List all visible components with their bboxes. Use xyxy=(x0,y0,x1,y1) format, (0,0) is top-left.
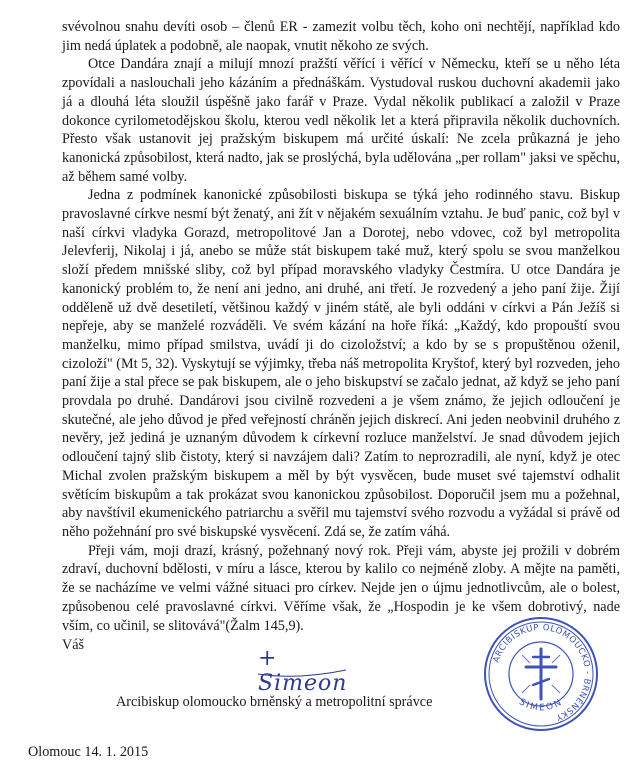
paragraph-canonical-conditions: Jedna z podmínek kanonické způsobilosti biskupa se týká jeho rodinného stavu. Biskup pravoslavné církve nesmí být ženatý, ani žít v nějakém sexuálním vztahu. Je buď panic, což byl v naší církvi vladyka Gorazd, metropolitové Jan a Dorotej, nebo vdovec, což byl metropolita Jelevferij, Nikolaj i já, anebo se může stát biskupem také muž, který spolu se svou manželkou složí předem mnišské sliby, což byl případ moravského vladyky Čestmíra. U otce Dandára je kanonický problém to, že není ani jedno, ani druhé, ani třetí. Je rozvedený a jeho paní žije. Žijí odděleně už dvě desetiletí, většinou každý v jiném státě, ale byli oddáni v církvi a Pán Ježíš si nepřeje, aby se manželé rozváděli. Ve svém kázání na hoře říká: „Každý, kdo propouští svou manželku, mimo případ smilstva, uvádí ji do cizoložství; a kdo by se s propuštěnou oženil, cizoloží" (Mt 5, 32). Vyskytují se výjimky, třeba náš metropolita Kryštof, který byl rozveden, jeho paní žije a stal přece se pak biskupem, ale o jeho biskupství se začalo jednat, až když se jeho paní provdala po druhé. Dandárovi jsou civilně rozvedeni a je všem známo, že jejich odloučení je skutečné, ale jeho důvod je před veřejností chráněn jejich diskrecí. Ani jeden neobvinil druhého z nevěry, jež jediná je uznaným důvodem k církevní rozluce manželství. Je snad důvodem jejich odloučení tajný slib čistoty, který si navzájem dali? Zatím to neprozradili, ale nyní, když je otec Michal zvolen pražským biskupem a měl by být vysvěcen, bude muset své tajemství odhalit světícím biskupům a tak prokázat svou kanonickou způsobilost. Doporučil jsem mu a požehnal, aby navštívil ekumenického patriarchu a svěřil mu tajemství svého rozvodu a vyžádal si právě od něho požehnání pro své biskupské vysvěcení. Zdá se, že zatím váhá. xyxy=(62,187,620,540)
paragraph-new-year-wishes: Přeji vám, moji drazí, krásný, požehnaný nový rok. Přeji vám, abyste jej prožili v dobrém zdraví, duchovní bdělosti, v míru a lásce, kterou by kalilo co nejméně zloby. A mějte na paměti, že se nacházíme ve velmi vážné situaci pro církev. Nejde jen o újmu jednotlivcům, ale o bolest, způsobenou celé pravoslavné církvi. Věříme však, že „Hospodin je ke všem dobrotivý, nade vším, co učinil, se slitovává"(Žalm 145,9). xyxy=(62,542,620,634)
seal-ring-text: ARCIBISKUP OLOMOUCKO - BRNĚNSKÝ xyxy=(491,622,593,723)
signer-title: Arcibiskup olomoucko brněnský a metropolitní správce xyxy=(116,694,433,710)
letter-body xyxy=(62,18,620,635)
place-and-date: Olomouc 14. 1. 2015 xyxy=(28,744,149,760)
handwritten-signature xyxy=(228,640,358,696)
seal-bottom-text: SIMEON xyxy=(517,697,565,714)
seal-stamp-icon xyxy=(482,615,600,733)
paragraph-dandar-background: Otce Dandára znají a milují mnozí pražští věřící i věřící v Německu, kteří se u něho léta zpovídali a naslouchali jeho kázáním a přednáškám. Vystudoval ruskou duchovní akademii jako já a dlouhá léta sloužil úspěšně jako farář v Praze. Vydal několik publikací a založil v Praze dokonce cyrilometodějskou školu, kterou vedl několik let a která připravila několik duchovních. Přesto však ustanovit jej pražským biskupem má určité úskalí: Ne zcela průkazná je jeho kanonická způsobilost, která nadto, jak se proslýchá, byla udělována „per rollam" jaksi ve spěchu, až během samé volby. xyxy=(62,56,620,185)
official-seal xyxy=(482,615,600,733)
signature-text: + Simeon xyxy=(258,646,348,696)
closing-salutation: Váš xyxy=(62,637,85,653)
paragraph-continuation: svévolnou snahu devíti osob – členů ER - zamezit volbu těch, koho oni nechtějí, například kdo jim nedá úplatek a podobně, ale naopak, vnutit někoho ze svých. xyxy=(62,19,620,54)
orthodox-cross-icon xyxy=(526,649,556,699)
